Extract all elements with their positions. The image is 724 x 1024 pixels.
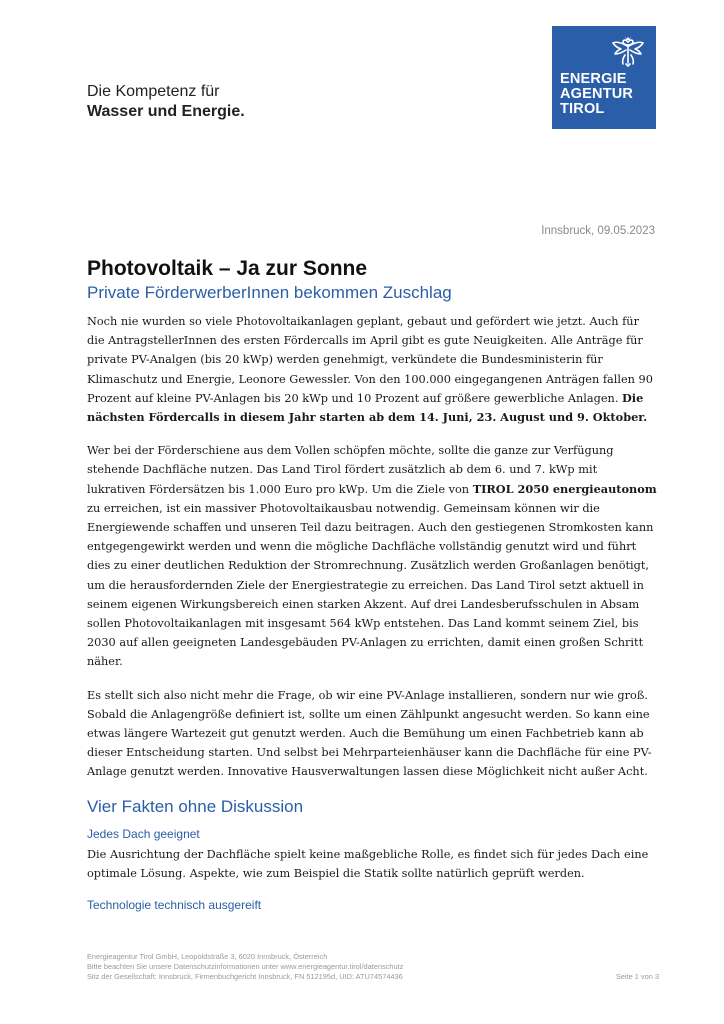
paragraph-2-bold: TIROL 2050 energieautonom (472, 481, 657, 496)
article-body (87, 256, 659, 916)
footer-registry: Sitz der Gesellschaft: Innsbruck, Firmenbuchgericht Innsbruck, FN 512195d, UID: ATU74574436 (87, 972, 403, 981)
footer-address: Energieagentur Tirol GmbH, Leopoldstraße 3, 6020 Innsbruck, Österreich (87, 952, 328, 961)
document-date: Innsbruck, 09.05.2023 (541, 225, 655, 237)
logo-line-1: ENERGIE (560, 71, 627, 87)
paragraph-2-after: zu erreichen, ist ein massiver Photovoltaikausbau notwendig. Gemeinsam können wir die Energiewende schaffen und unseren Teil dazu beitragen. Auch den gestiegenen Stromkosten kann entgegengewirkt werden und wenn die mögliche Dachfläche vollständig genutzt wird und führt dies zu einer deutlichen Reduktion der Stromrechnung. Zusätzlich werden Großanlagen benötigt, um die herausfordernden Ziele der Energiestrategie zu erreichen. Das Land Tirol setzt aktuell in seinem eigenen Wirkungsbereich einen starken Akzent. Auf drei Landesberufsschulen in Absam sollen Photovoltaikanlagen mit insgesamt 564 kWp entstehen. Das Land kommt seinem Ziel, bis 2030 auf allen geeigneten Landesgebäuden PV-Anlagen zu errichten, damit einen großen Schritt näher. (87, 501, 654, 669)
fact-1-text: Die Ausrichtung der Dachfläche spielt keine maßgebliche Rolle, es findet sich für jedes Dach eine optimale Lösung. Aspekte, wie zum Beispiel die Statik sollte natürlich geprüft werden. (87, 847, 649, 880)
footer-privacy-note: Bitte beachten Sie unsere Datenschutzinformationen unter www.energieagentur.tirol/datenschutz (87, 962, 404, 971)
article-subtitle: Private FörderwerberInnen bekommen Zuschlag (87, 283, 452, 302)
logo-line-2: AGENTUR (560, 86, 634, 102)
company-tagline (87, 82, 245, 122)
paragraph-2-before: Wer bei der Förderschiene aus dem Vollen schöpfen möchte, sollte die ganze zur Verfügung stehende Dachfläche nutzen. Das Land Tirol fördert zusätzlich ab dem 6. und 7. kWp mit lukrativen Fördersätzen bis 1.000 Euro pro kWp. Um die Ziele von (87, 444, 614, 496)
paragraph-1 (87, 312, 659, 427)
energieagentur-tirol-logo (552, 26, 656, 129)
fact-1-heading: Jedes Dach geeignet (87, 826, 200, 841)
tyrolean-eagle-icon (610, 33, 646, 69)
paragraph-3: Es stellt sich also nicht mehr die Frage, ob wir eine PV-Anlage installieren, sondern nur wie groß. Sobald die Anlagengröße definiert ist, sollte um einen Zählpunkt angesucht werden. So kann eine etwas längere Wartezeit gut genutzt werden. Auch die Bemühung um einen Fachbetrieb kann ab dieser Entscheidung starten. Und selbst bei Mehrparteienhäuser kann die Dachfläche für eine PV-Anlage genutzt werden. Innovative Hausverwaltungen lassen diese Möglichkeit nicht außer Acht. (87, 688, 652, 779)
tagline-line-1: Die Kompetenz für (87, 83, 220, 100)
tagline-line-2: Wasser und Energie. (87, 103, 245, 120)
paragraph-1-text: Noch nie wurden so viele Photovoltaikanlagen geplant, gebaut und gefördert wie jetzt. Auch für die AntragstellerInnen des ersten Fördercalls im April gibt es gute Neuigkeiten. Alle Anträge für private PV-Analgen (bis 20 kWp) werden genehmigt, verkündete die Bundesministerin für Klimaschutz und Energie, Leonore Gewessler. Von den 100.000 eingegangenen Anträgen fallen 90 Prozent auf kleine PV-Anlagen bis 20 kWp und 10 Prozent auf größere gewerbliche Anlagen. (87, 315, 653, 405)
paragraph-2 (87, 441, 659, 671)
logo-line-3: TIROL (560, 101, 605, 117)
page-number: Seite 1 von 3 (615, 972, 659, 981)
section-heading: Vier Fakten ohne Diskussion (87, 796, 304, 816)
paragraph-1-bold: Die nächsten Fördercalls in diesem Jahr starten ab dem 14. Juni, 23. August und 9. Oktober. (87, 390, 648, 425)
logo-wordmark (560, 72, 633, 117)
fact-2-heading: Technologie technisch ausgereift (87, 898, 262, 913)
page-footer (87, 952, 659, 982)
article-title: Photovoltaik – Ja zur Sonne (87, 257, 368, 280)
